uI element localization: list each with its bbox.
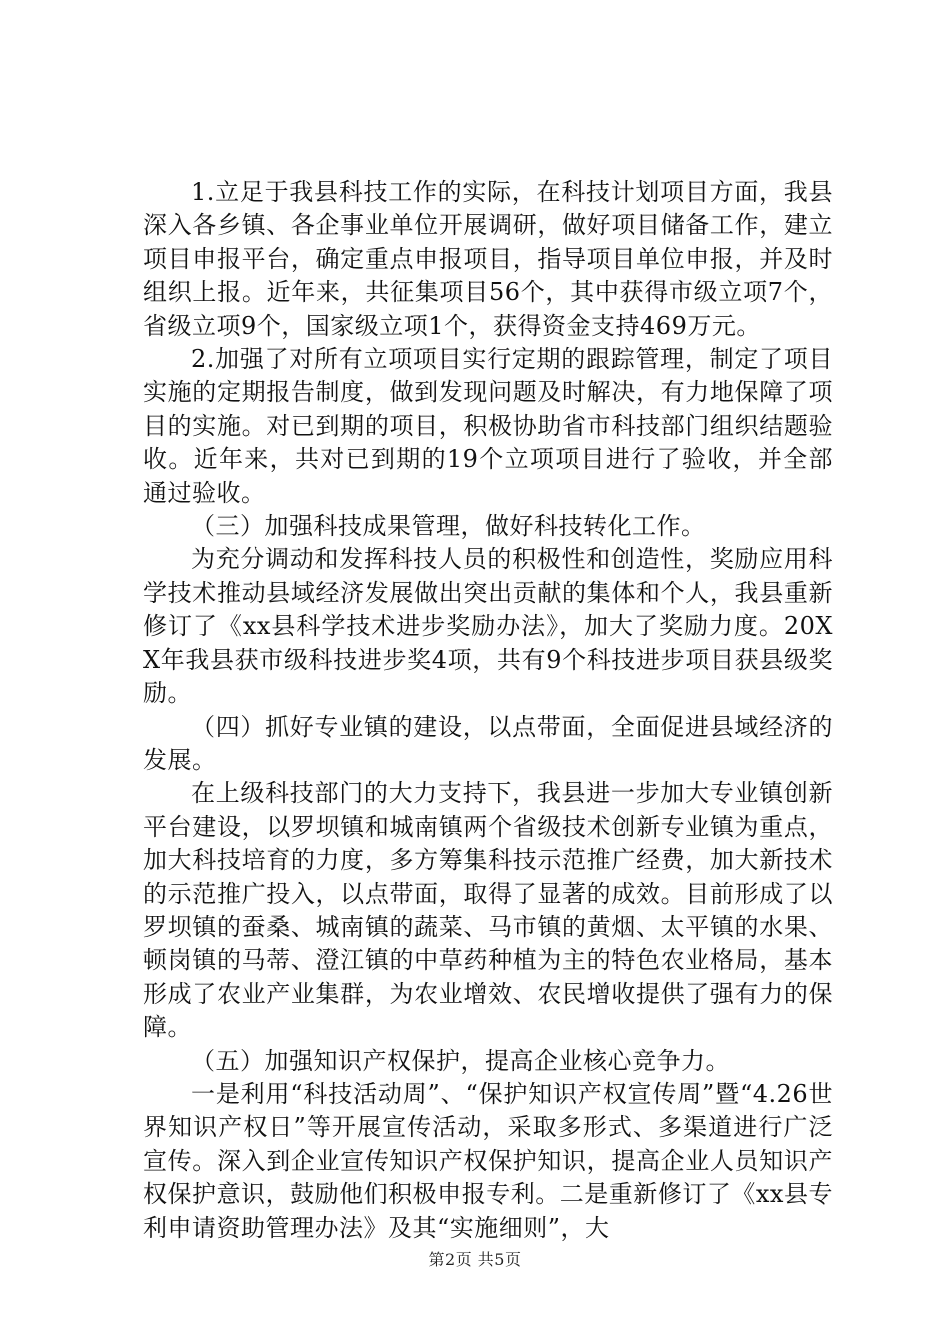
- section-heading-4: （四）抓好专业镇的建设，以点带面，全面促进县域经济的发展。: [143, 712, 833, 774]
- section-heading-3: （三）加强科技成果管理，做好科技转化工作。: [191, 512, 706, 541]
- paragraph-project-tracking: 2.加强了对所有立项项目实行定期的跟踪管理，制定了项目实施的定期报告制度，做到发现问题及时解决，有力地保障了项目的实施。对已到期的项目，积极协助省市科技部门组织结题验收。近年来，共对已到期的19个立项项目进行了验收，并全部通过验收。: [143, 345, 833, 507]
- paragraph-specialized-towns: 在上级科技部门的大力支持下，我县进一步加大专业镇创新平台建设，以罗坝镇和城南镇两个省级技术创新专业镇为重点，加大科技培育的力度，多方筹集科技示范推广经费，加大新技术的示范推广投入，以点带面，取得了显著的成效。目前形成了以罗坝镇的蚕桑、城南镇的蔬菜、马市镇的黄烟、太平镇的水果、顿岗镇的马蒂、澄江镇的中草药种植为主的特色农业格局，基本形成了农业产业集群，为农业增效、农民增收提供了强有力的保障。: [143, 779, 833, 1042]
- document-body: [143, 176, 833, 1245]
- paragraph-awards: 为充分调动和发挥科技人员的积极性和创造性，奖励应用科学技术推动县域经济发展做出突出贡献的集体和个人，我县重新修订了《xx县科学技术进步奖励办法》，加大了奖励力度。20XX年我县获市级科技进步奖4项，共有9个科技进步项目获县级奖励。: [143, 545, 833, 708]
- section-heading-5: （五）加强知识产权保护，提高企业核心竞争力。: [191, 1046, 730, 1075]
- paragraph-project-reserve: 1.立足于我县科技工作的实际，在科技计划项目方面，我县深入各乡镇、各企事业单位开展调研，做好项目储备工作，建立项目申报平台，确定重点申报项目，指导项目单位申报，并及时组织上报。近年来，共征集项目56个，其中获得市级立项7个，省级立项9个，国家级立项1个，获得资金支持469万元。: [143, 178, 833, 340]
- paragraph-ip-protection: 一是利用“科技活动周”、“保护知识产权宣传周”暨“4.26世界知识产权日”等开展宣传活动，采取多形式、多渠道进行广泛宣传。深入到企业宣传知识产权保护知识，提高企业人员知识产权保护意识，鼓励他们积极申报专利。二是重新修订了《xx县专利申请资助管理办法》及其“实施细则”，大: [143, 1079, 833, 1242]
- page-number: 第2页 共5页: [428, 1250, 522, 1269]
